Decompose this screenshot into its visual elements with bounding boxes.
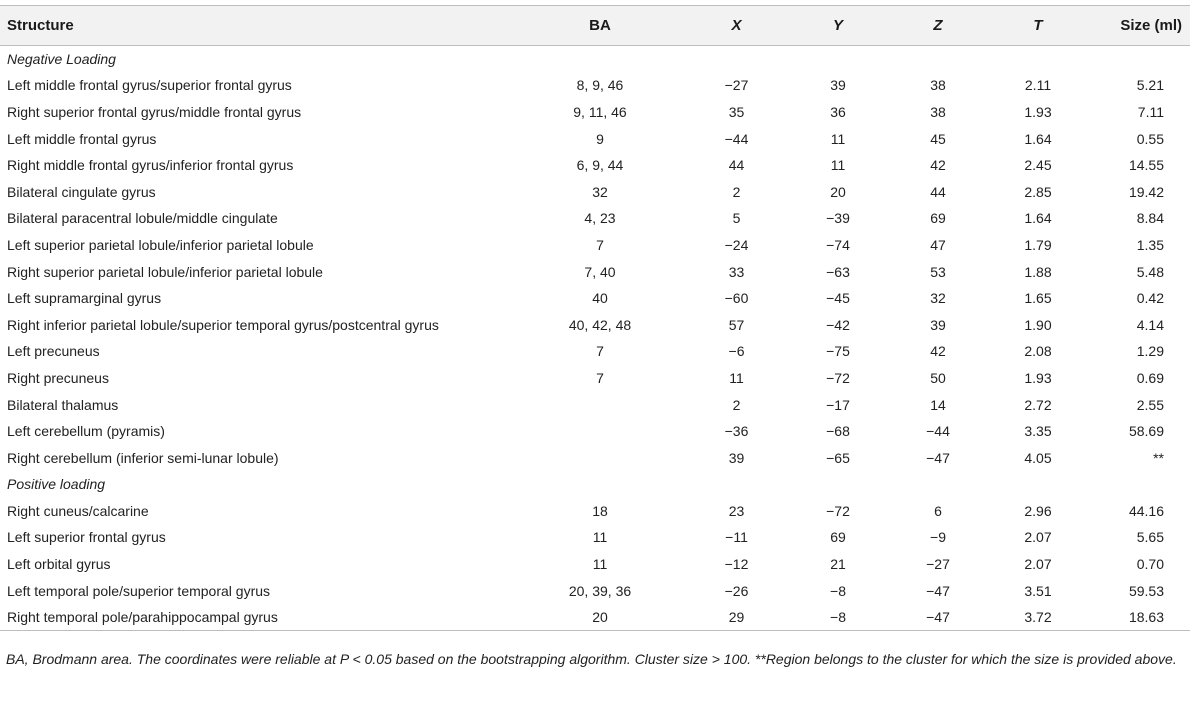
cell-structure: Bilateral thalamus [7, 396, 119, 413]
cell-size: 2.55 [1136, 396, 1164, 413]
table-row [0, 391, 1190, 418]
table-row [0, 125, 1190, 152]
cell-ba: 8, 9, 46 [576, 77, 624, 94]
cell-z: 14 [930, 396, 946, 413]
cell-y: −45 [826, 290, 850, 307]
cell-ba: 40 [592, 290, 608, 307]
cell-ba: 7, 40 [584, 263, 616, 280]
table-row [0, 72, 1190, 99]
cell-ba: 40, 42, 48 [568, 316, 632, 333]
cell-z: −9 [930, 529, 946, 546]
cell-t: 2.07 [1024, 529, 1052, 546]
cell-x: 5 [732, 210, 741, 227]
cell-y: −39 [826, 210, 850, 227]
cell-z: 32 [930, 290, 946, 307]
cell-t: 2.07 [1024, 556, 1052, 573]
cell-z: −27 [926, 556, 950, 573]
cell-y: 11 [830, 130, 846, 147]
cell-y: −8 [830, 582, 846, 599]
header-ba: BA [515, 6, 685, 46]
cell-structure: Right superior parietal lobule/inferior parietal lobule [7, 263, 323, 280]
cell-y: 20 [830, 183, 846, 200]
cell-y: 36 [830, 103, 846, 120]
cell-x: 57 [728, 316, 745, 333]
cell-x: 2 [732, 183, 741, 200]
cell-ba: 18 [592, 502, 608, 519]
cell-ba: 11 [592, 529, 608, 546]
cell-structure: Right cuneus/calcarine [7, 502, 149, 519]
cell-z: −44 [926, 423, 950, 440]
table-row [0, 577, 1190, 604]
table-row [0, 365, 1190, 392]
cell-y: 39 [830, 77, 846, 94]
cell-t: 2.72 [1024, 396, 1052, 413]
cell-ba: 11 [592, 556, 608, 573]
header-x: X [685, 6, 788, 46]
cell-t: 2.96 [1024, 502, 1052, 519]
cell-z: −47 [926, 449, 950, 466]
cell-y: −68 [826, 423, 850, 440]
cell-size: 19.42 [1128, 183, 1164, 200]
cell-x: −12 [724, 556, 749, 573]
table-row [0, 258, 1190, 285]
cell-x: −11 [725, 529, 748, 546]
cell-z: −47 [888, 604, 988, 631]
cell-y: −42 [826, 316, 850, 333]
cell-t: 2.11 [1024, 77, 1052, 94]
table-row [0, 99, 1190, 126]
cell-z: 38 [930, 77, 946, 94]
cell-y: −74 [826, 236, 850, 253]
cell-y: 21 [830, 556, 846, 573]
cell-ba: 7 [596, 343, 604, 360]
cell-structure: Left temporal pole/superior temporal gyrus [7, 582, 271, 599]
cell-structure: Right cerebellum (inferior semi-lunar lobule) [7, 449, 279, 466]
cell-t: 1.64 [1024, 130, 1052, 147]
section-row [0, 46, 1190, 73]
table-row [0, 152, 1190, 179]
table-header [0, 6, 1190, 46]
section-row [0, 471, 1190, 498]
cell-x: 23 [728, 502, 745, 519]
header-structure: Structure [0, 6, 515, 46]
header-t: T [988, 6, 1088, 46]
cell-x: 11 [729, 369, 744, 386]
cell-structure: Right temporal pole/parahippocampal gyrus [0, 604, 515, 631]
cell-ba: 20 [515, 604, 685, 631]
cell-ba: 6, 9, 44 [576, 157, 624, 174]
table-row [0, 205, 1190, 232]
cell-x: −24 [724, 236, 749, 253]
cell-t: 1.64 [1024, 210, 1052, 227]
table-row [0, 524, 1190, 551]
cell-size: 1.35 [1136, 236, 1164, 253]
cell-y: −75 [826, 343, 850, 360]
cell-y: 11 [830, 157, 846, 174]
cell-size: 0.69 [1136, 369, 1164, 386]
cell-z: 42 [930, 343, 946, 360]
cell-z: 44 [930, 183, 946, 200]
table-row [0, 311, 1190, 338]
cell-x: 2 [732, 396, 741, 413]
cell-ba: 9, 11, 46 [573, 103, 627, 120]
cell-structure: Left cerebellum (pyramis) [7, 423, 165, 440]
cell-ba: 9 [596, 130, 604, 147]
cell-x: −27 [724, 77, 749, 94]
cell-size: 1.29 [1136, 343, 1164, 360]
cell-structure: Left superior frontal gyrus [7, 529, 166, 546]
header-z: Z [888, 6, 988, 46]
header-size: Size (ml) [1088, 6, 1190, 46]
table-row [0, 418, 1190, 445]
cell-ba [515, 418, 685, 445]
cell-ba: 7 [596, 369, 604, 386]
cell-size: 59.53 [1128, 582, 1164, 599]
table-row [0, 232, 1190, 259]
cell-size: 18.63 [1088, 604, 1190, 631]
cell-structure: Right superior frontal gyrus/middle frontal gyrus [7, 103, 302, 120]
table-row [0, 444, 1190, 471]
cell-ba [515, 444, 685, 471]
cell-size: 7.11 [1137, 103, 1164, 120]
cell-z: 6 [934, 502, 942, 519]
cell-t: 2.08 [1024, 343, 1052, 360]
cell-z: 45 [930, 130, 946, 147]
cell-z: 69 [930, 210, 946, 227]
cell-z: 50 [930, 369, 946, 386]
cell-y: −65 [826, 449, 850, 466]
cell-z: 42 [930, 157, 946, 174]
cell-ba [515, 391, 685, 418]
cell-t: 2.45 [1024, 157, 1052, 174]
cell-size: 58.69 [1128, 423, 1164, 440]
table-row [0, 338, 1190, 365]
cell-ba: 4, 23 [584, 210, 616, 227]
table-row [0, 604, 1190, 631]
cell-x: 44 [728, 157, 745, 174]
cell-y: −72 [826, 502, 850, 519]
cell-x: 33 [728, 263, 745, 280]
cell-y: −17 [826, 396, 850, 413]
cell-size: ** [1153, 449, 1164, 466]
cell-t: 1.79 [1024, 236, 1052, 253]
cell-t: 4.05 [1024, 449, 1052, 466]
cell-size: 44.16 [1128, 502, 1164, 519]
cell-structure: Left superior parietal lobule/inferior parietal lobule [7, 236, 314, 253]
results-table [0, 5, 1190, 631]
cell-ba: 20, 39, 36 [568, 582, 632, 599]
cell-structure: Left supramarginal gyrus [7, 290, 162, 307]
header-row [0, 6, 1190, 46]
table-row [0, 498, 1190, 525]
cell-z: 39 [930, 316, 946, 333]
cell-size: 8.84 [1136, 210, 1164, 227]
table-footnote: BA, Brodmann area. The coordinates were reliable at P < 0.05 based on the bootstrapping algorithm. Cluster size > 100. **Region belongs to the cluster for which the size is provided above. [6, 651, 1177, 667]
cell-structure: Left middle frontal gyrus [7, 130, 157, 147]
cell-x: −26 [724, 582, 749, 599]
section-label: Negative Loading [7, 51, 116, 68]
table-body [0, 46, 1190, 631]
cell-size: 5.48 [1136, 263, 1164, 280]
cell-x: −6 [728, 343, 745, 360]
cell-structure: Bilateral cingulate gyrus [7, 183, 156, 200]
cell-size: 0.42 [1136, 290, 1164, 307]
cell-t: 2.85 [1024, 183, 1052, 200]
cell-x: −60 [724, 290, 749, 307]
cell-structure: Left middle frontal gyrus/superior frontal gyrus [7, 77, 292, 94]
cell-y: 69 [830, 529, 846, 546]
cell-x: −44 [724, 130, 749, 147]
cell-structure: Right middle frontal gyrus/inferior frontal gyrus [7, 157, 294, 174]
cell-z: 38 [930, 103, 946, 120]
cell-y: −72 [826, 369, 850, 386]
cell-structure: Bilateral paracentral lobule/middle cingulate [7, 210, 278, 227]
cell-y: −8 [788, 604, 888, 631]
table-row [0, 551, 1190, 578]
cell-t: 3.35 [1024, 423, 1052, 440]
cell-structure: Left precuneus [7, 343, 100, 360]
cell-t: 1.65 [1024, 290, 1052, 307]
cell-size: 5.65 [1136, 529, 1164, 546]
cell-x: 29 [685, 604, 788, 631]
cell-structure: Right precuneus [7, 369, 109, 386]
cell-t: 1.88 [1024, 263, 1052, 280]
cell-t: 1.93 [1024, 103, 1052, 120]
cell-ba: 7 [596, 236, 604, 253]
cell-t: 1.93 [1024, 369, 1052, 386]
cell-size: 14.55 [1128, 157, 1164, 174]
cell-t: 3.72 [988, 604, 1088, 631]
cell-x: 39 [728, 449, 745, 466]
cell-structure: Right inferior parietal lobule/superior temporal gyrus/postcentral gyrus [7, 316, 439, 333]
cell-size: 0.70 [1136, 556, 1164, 573]
cell-z: 53 [930, 263, 946, 280]
cell-z: −47 [926, 582, 950, 599]
cell-y: −63 [826, 263, 850, 280]
cell-ba: 32 [592, 183, 608, 200]
cell-size: 5.21 [1136, 77, 1164, 94]
cell-size: 4.14 [1136, 316, 1164, 333]
cell-structure: Left orbital gyrus [7, 556, 111, 573]
table-row [0, 178, 1190, 205]
cell-t: 3.51 [1024, 582, 1052, 599]
cell-t: 1.90 [1024, 316, 1052, 333]
header-y: Y [788, 6, 888, 46]
section-label: Positive loading [7, 476, 106, 493]
cell-z: 47 [930, 236, 946, 253]
cell-x: 35 [728, 103, 745, 120]
table-row [0, 285, 1190, 312]
cell-size: 0.55 [1136, 130, 1164, 147]
cell-x: −36 [724, 423, 749, 440]
